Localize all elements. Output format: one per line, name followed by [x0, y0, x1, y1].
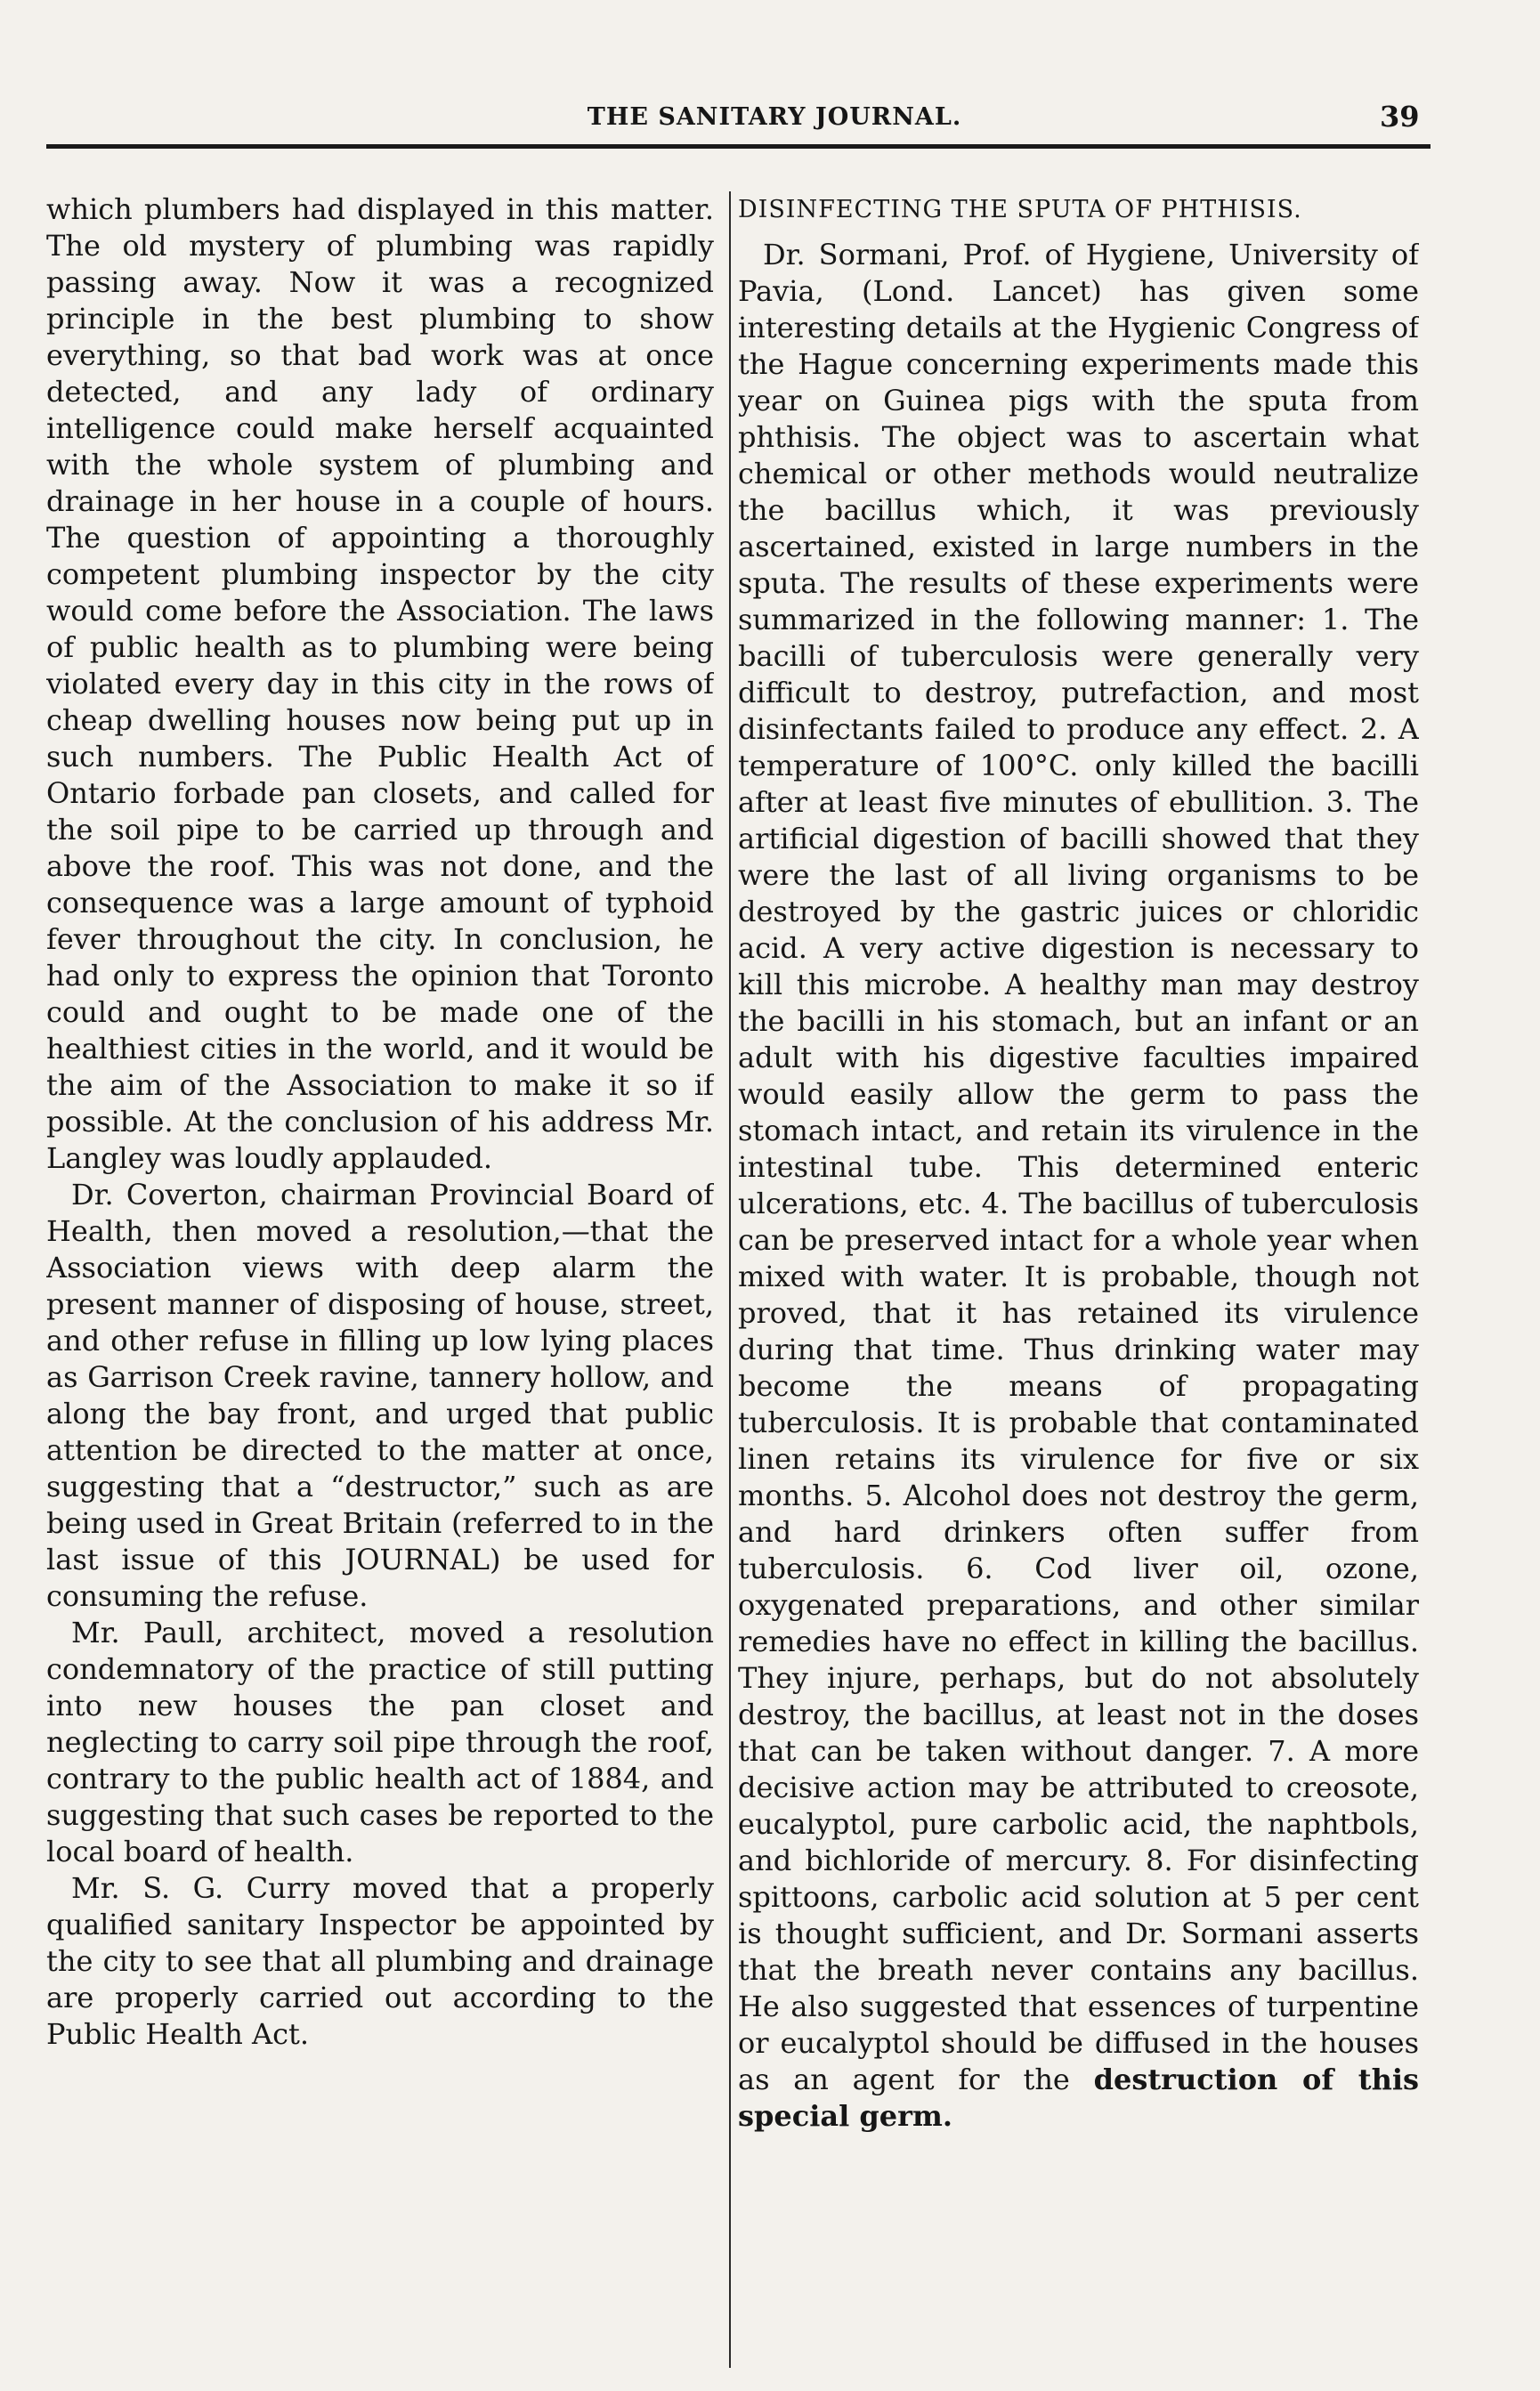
left-paragraph-3: Mr. Paull, architect, moved a resolution condemnatory of the practice of still putting into new houses the pan closet and neglecting to carry soil pipe through the roof, contrary to the public health act of 1884, and suggesting that such cases be reported to the local board of health.: [46, 1616, 714, 1868]
article-title: DISINFECTING THE SPUTA OF PHTHISIS.: [738, 196, 1302, 223]
left-paragraph-4: Mr. S. G. Curry moved that a properly qualified sanitary Inspector be appointed by the city to see that all plumbing and drainage are properly carried out according to the Public Health Act.: [46, 1871, 714, 2051]
running-head: THE SANITARY JOURNAL.: [587, 103, 962, 131]
header-rule: [46, 144, 1431, 149]
left-paragraph-1: which plumbers had displayed in this matter. The old mystery of plumbing was rapidly passing away. Now it was a recognized principle in the best plumbing to show everything, so that bad work was at once detected, and any lady of ordinary intelligence could make herself acquainted with the whole system of plumbing and drainage in her house in a couple of hours. The question of appointing a thoroughly competent plumbing inspector by the city would come before the Association. The laws of public health as to plumbing were being violated every day in this city in the rows of cheap dwelling houses now being put up in such numbers. The Public Health Act of Ontario forbade pan closets, and called for the soil pipe to be carried up through and above the roof. This was not done, and the consequence was a large amount of typhoid fever throughout the city. In conclusion, he had only to express the opinion that Toronto could and ought to be made one of the healthiest cities in the world, and it would be the aim of the Association to make it so if possible. At the conclusion of his address Mr. Langley was loudly applauded.: [46, 192, 714, 1175]
right-column: [738, 191, 1419, 2363]
left-column: [46, 191, 714, 2363]
page-number: 39: [1380, 100, 1420, 134]
left-paragraph-2: Dr. Coverton, chairman Provincial Board of Health, then moved a resolution,—that the Association views with deep alarm the present manner of disposing of house, street, and other refuse in filling up low lying places as Garrison Creek ravine, tannery hollow, and along the bay front, and urged that public attention be directed to the matter at once, suggesting that a “destructor,” such as are being used in Great Britain (referred to in the last issue of this JOURNAL) be used for consuming the refuse.: [46, 1178, 714, 1613]
right-paragraph: [738, 237, 1419, 2135]
right-closing-bold: destruction of this special germ.: [738, 2063, 1419, 2133]
right-paragraph-text: Dr. Sormani, Prof. of Hygiene, University of Pavia, (Lond. Lancet) has given some interesting details at the Hygienic Congress of the Hague concerning experiments made this year on Guinea pigs with the sputa from phthisis. The object was to ascertain what chemical or other methods would neutralize the bacillus which, it was previously ascertained, existed in large numbers in the sputa. The results of these experiments were summarized in the following manner: 1. The bacilli of tuberculosis were generally very difficult to destroy, putrefaction, and most disinfectants failed to produce any effect. 2. A temperature of 100°C. only killed the bacilli after at least five minutes of ebullition. 3. The artificial digestion of bacilli showed that they were the last of all living organisms to be destroyed by the gastric juices or chloridic acid. A very active digestion is necessary to kill this microbe. A healthy man may destroy the bacilli in his stomach, but an infant or an adult with his digestive faculties impaired would easily allow the germ to pass the stomach intact, and retain its virulence in the intestinal tube. This determined enteric ulcerations, etc. 4. The bacillus of tuberculosis can be preserved intact for a whole year when mixed with water. It is probable, though not proved, that it has retained its virulence during that time. Thus drinking water may become the means of propagating tuberculosis. It is probable that contaminated linen retains its virulence for five or six months. 5. Alcohol does not destroy the germ, and hard drinkers often suffer from tuberculosis. 6. Cod liver oil, ozone, oxygenated preparations, and other similar remedies have no effect in killing the bacillus. They injure, perhaps, but do not absolutely destroy, the bacillus, at least not in the doses that can be taken without danger. 7. A more decisive action may be attributed to creosote, eucalyptol, pure carbolic acid, the naphtbols, and bichloride of mercury. 8. For disinfecting spittoons, carbolic acid solution at 5 per cent is thought sufficient, and Dr. Sormani asserts that the breath never contains any bacillus. He also suggested that essences of turpentine or eucalyptol should be diffused in the houses as an agent for the: [738, 238, 1419, 2096]
column-divider: [729, 191, 731, 2368]
